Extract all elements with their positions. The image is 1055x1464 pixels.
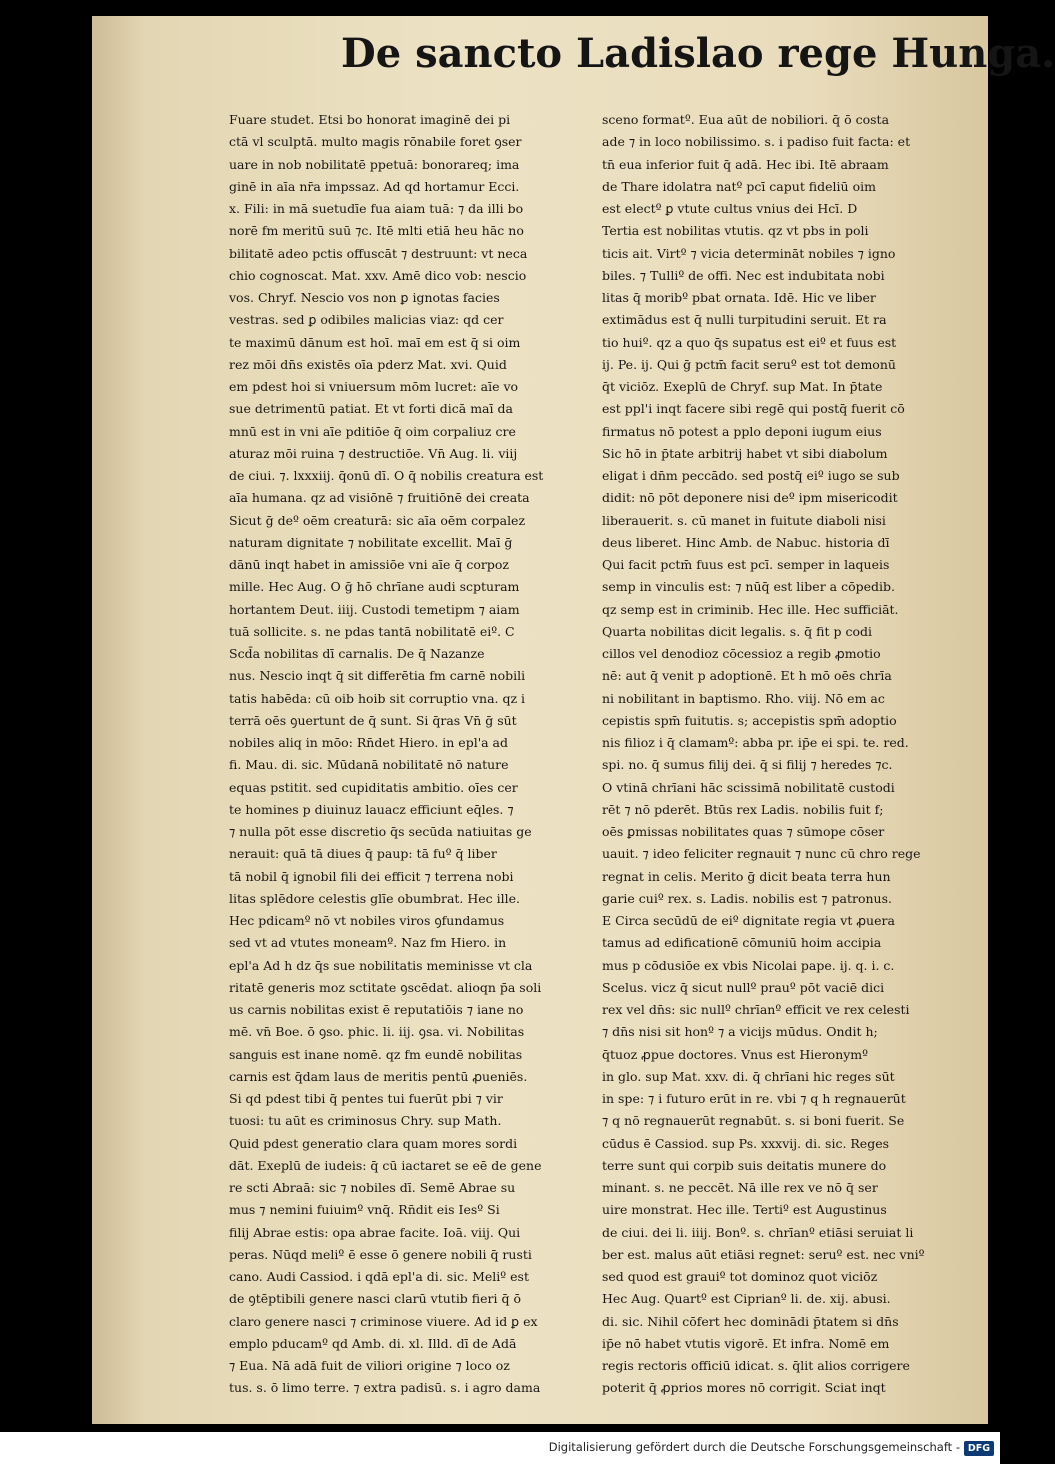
text-line: terre sunt qui corpib suis deitatis munere do [602, 1157, 887, 1173]
text-line: tio huiº. qz a quo q̄s supatus est eiº et fuus est [602, 334, 897, 350]
text-line: te homines p diuinuz lauacz efficiunt eq̄les. ⁊ [229, 801, 514, 817]
text-line: sue detrimentū patiat. Et vt forti dicā maī da [229, 401, 513, 417]
text-line: deus liberet. Hinc Amb. de Nabuc. historia dī [602, 534, 890, 550]
text-line: regis rectoris officiū idicat. s. q̄lit alios corrigere [602, 1358, 910, 1373]
text-line: Tertia est nobilitas vtutis. qz vt pbs in poli [602, 223, 869, 239]
text-line: qz semp est in criminib. Hec ille. Hec sufficiāt. [602, 601, 899, 617]
text-line: litas splēdore celestis glīe obumbrat. Hec ille. [229, 890, 520, 906]
text-line: carnis est q̄dam laus de meritis pentū ꝓueniēs. [229, 1068, 528, 1084]
text-line: sed quod est grauiº tot dominoz quot viciōz [602, 1269, 878, 1284]
text-line: mē. vn̄ Boe. ō ꝯso. phic. li. iij. ꝯsa. vi. Nobilitas [229, 1024, 525, 1040]
text-line: rēt ⁊ nō pderēt. Btūs rex Ladis. nobilis fuit f; [602, 801, 884, 817]
text-line: semp in vinculis est: ⁊ nūq̄ est liber a cōpedib. [602, 579, 895, 595]
text-line: ctā vl sculptā. multo magis rōnabile foret ꝯser [229, 134, 522, 150]
text-line: cepistis spm̄ fuitutis. s; accepistis spm̄ adoptio [602, 712, 897, 728]
text-line: epl'a Ad h dz q̄s sue nobilitatis meminisse vt cla [229, 957, 533, 973]
text-line: em pdest hoi si vniuersum mōm lucret: aīe vo [229, 379, 519, 394]
text-line: oēs ꝑmissas nobilitates quas ⁊ sūmope cōser [602, 824, 885, 839]
text-line: vestras. sed ꝑ odibiles malicias viaz: qd cer [229, 312, 504, 328]
text-line: biles. ⁊ Tulliº de offi. Nec est indubitata nobi [602, 267, 885, 283]
text-line: tamus ad edificationē cōmuniū hoim accipia [602, 935, 882, 951]
text-line: sed vt ad vtutes moneamº. Naz fm Hiero. in [229, 935, 507, 951]
text-line: sanguis est inane nomē. qz fm eundē nobilitas [229, 1046, 523, 1062]
text-line: E Circa secūdū de eiº dignitate regia vt ꝓuera [602, 913, 895, 928]
text-line: tā nobil q̄ ignobil fili dei efficit ⁊ terrena nobi [229, 868, 514, 884]
text-line: Hec Aug. Quartº est Ciprianº li. de. xij. abusi. [602, 1291, 891, 1307]
text-line: firmatus nō potest a pplo deponi iugum eius [602, 423, 882, 439]
text-line: emplo pducamº qd Amb. di. xl. Illd. dī de Adā [229, 1335, 517, 1351]
text-line: Quarta nobilitas dicit legalis. s. q̄ fit p codi [602, 623, 872, 639]
text-line: tuosi: tu aūt es criminosus Chry. sup Math. [229, 1113, 502, 1129]
text-line: uauit. ⁊ ideo feliciter regnauit ⁊ nunc cū chro rege [602, 846, 921, 862]
text-line: eligat i dn̄m peccādo. sed postq̄ eiº iugo se sub [602, 468, 900, 483]
text-line: extimādus est q̄ nulli turpitudini seruit. Et ra [602, 312, 887, 328]
text-line: aīa humana. qz ad visiōnē ⁊ fruitiōnē dei creata [229, 490, 530, 506]
text-line: di. sic. Nihil cōfert hec dominādi p̄tatem si dn̄s [602, 1313, 899, 1329]
text-line: filij Abrae estis: opa abrae facite. Ioā. viij. Qui [229, 1224, 521, 1240]
text-line: Scelus. vicz q̄ sicut nullº prauº pōt vaciē dici [602, 979, 885, 995]
text-line: ⁊ nulla pōt esse discretio q̄s secūda natiuitas ge [229, 824, 532, 839]
text-line: aturaz mōi ruina ⁊ destructiōe. Vn̄ Aug. li. viij [229, 445, 518, 461]
text-line: est electº ꝑ vtute cultus vnius dei Hcī. D [602, 201, 858, 216]
text-line: uire monstrat. Hec ille. Tertiº est Augustinus [602, 1202, 887, 1218]
text-line: ⁊ q nō regnauerūt regnabūt. s. si boni fuerit. Se [602, 1113, 905, 1129]
text-line: Sic hō in p̄tate arbitrij habet vt sibi diabolum [602, 445, 888, 461]
text-line: sceno formatº. Eua aūt de nobiliori. q̄ ō costa [602, 112, 890, 127]
left-text-column [229, 109, 579, 1396]
footer-bar [0, 1432, 1000, 1464]
text-line: Sicut ḡ deº oēm creaturā: sic aīa oēm corpalez [229, 512, 526, 528]
text-line: ade ⁊ in loco nobilissimo. s. i padiso fuit facta: et [602, 134, 911, 150]
text-line: ⁊ dn̄s nisi sit honº ⁊ a vicijs mūdus. Ondit h; [602, 1024, 878, 1040]
text-line: cūdus ē Cassiod. sup Ps. xxxvij. di. sic. Reges [602, 1135, 890, 1151]
text-line: Si qd pdest tibi q̄ pentes tui fuerūt pbi ⁊ vir [229, 1091, 503, 1106]
book-page [92, 16, 1055, 1424]
text-line: in glo. sup Mat. xxv. di. q̄ chrīani hic reges sūt [602, 1068, 895, 1084]
text-line: ritatē generis moz sctitate ꝯscēdat. alioqn p̄a soli [229, 979, 542, 995]
text-line: vos. Chryf. Nescio vos non ꝑ ignotas facies [229, 290, 500, 305]
text-line: dānū inqt habet in amissiōe vni aīe q̄ corpoz [229, 557, 510, 572]
text-line: nis filioz i q̄ clamamº: abba pr. ip̄e ei spi. te. red. [602, 735, 909, 750]
text-line: mnū est in vni aīe pditiōe q̄ oim corpaliuz cre [229, 423, 516, 439]
text-line: mus ⁊ nemini fuiuimº vnq̄. Rn̄dit eis Iesº Si [229, 1202, 500, 1218]
right-text-column [602, 109, 952, 1396]
text-line: fi. Mau. di. sic. Mūdanā nobilitatē nō nature [229, 757, 509, 773]
text-line: cano. Audi Cassiod. i qdā epl'a di. sic. Meliº est [229, 1269, 529, 1284]
text-line: naturam dignitate ⁊ nobilitate excellit. Maī ḡ [229, 534, 513, 550]
text-line: didit: nō pōt deponere nisi deº ipm misericodit [602, 490, 898, 506]
text-line: bilitatē adeo pctis offuscāt ⁊ destruunt: vt neca [229, 245, 528, 261]
text-line: spi. no. q̄ sumus filij dei. q̄ si filij ⁊ heredes ⁊c. [602, 757, 893, 773]
dfg-credit-text: Digitalisierung gefördert durch die Deutsche Forschungsgemeinschaft - [548, 1440, 960, 1454]
text-line: mille. Hec Aug. O ḡ hō chrīane audi scpturam [229, 579, 520, 595]
text-line: poterit q̄ ꝓprios mores nō corrigit. Sciat inqt [602, 1380, 886, 1396]
text-line: ⁊ Eua. Nā adā fuit de viliori origine ⁊ loco oz [229, 1358, 510, 1373]
text-line: mus p cōdusiōe ex vbis Nicolai pape. ij. q. i. c. [602, 957, 895, 973]
text-line: liberauerit. s. cū manet in fuitute diaboli nisi [602, 512, 886, 528]
text-line: rez mōi dn̄s existēs oīa pderz Mat. xvi. Quid [229, 356, 507, 372]
text-line: tuā sollicite. s. ne pdas tantā nobilitatē eiº. C [229, 623, 515, 639]
text-line: re scti Abraā: sic ⁊ nobiles dī. Semē Abrae su [229, 1180, 516, 1195]
text-line: nē: aut q̄ venit p adoptionē. Et h mō oēs chrīa [602, 668, 892, 684]
text-line: nus. Nescio inqt q̄ sit differētia fm carnē nobili [229, 668, 526, 684]
text-line: nobiles aliq in mōo: Rn̄det Hiero. in epl'a ad [229, 735, 509, 750]
text-line: terrā oēs ꝯuertunt de q̄ sunt. Si q̄ras Vn̄ ḡ sūt [229, 712, 517, 728]
text-line: Qui facit pctm̄ fuus est pcī. semper in laqueis [602, 557, 890, 572]
text-line: tus. s. ō limo terre. ⁊ extra padisū. s. i agro dama [229, 1380, 541, 1396]
text-line: equas pstitit. sed cupiditatis ambitio. oīes cer [229, 779, 518, 795]
text-line: ij. Pe. ij. Qui ḡ pctm̄ facit seruº est tot demonū [602, 356, 896, 372]
text-line: chio cognoscat. Mat. xxv. Amē dico vob: nescio [229, 267, 527, 283]
text-line: Fuare studet. Etsi bo honorat imaginē dei pi [229, 112, 511, 127]
text-line: cillos vel denodioz cōcessioz a regib ꝓmotio [602, 646, 881, 661]
text-line: x. Fili: in mā suetudīe fua aiam tuā: ⁊ da illi bo [229, 201, 524, 216]
text-line: litas q̄ moribº pbat ornata. Idē. Hic ve liber [602, 290, 876, 305]
text-line: nerauit: quā tā diues q̄ paup: tā fuº q̄ liber [229, 846, 497, 862]
text-line: q̄tuoz ꝓpue doctores. Vnus est Hieronymº [602, 1046, 869, 1062]
text-line: claro genere nasci ⁊ criminose viuere. Ad id ꝑ ex [229, 1313, 538, 1329]
text-line: in spe: ⁊ i futuro erūt in re. vbi ⁊ q h regnauerūt [602, 1091, 906, 1106]
text-line: q̄t viciōz. Exeplū de Chryf. sup Mat. In p̄tate [602, 379, 883, 394]
text-line: rex vel dn̄s: sic nullº chrīanº efficit ve rex celesti [602, 1002, 910, 1017]
text-line: Hec pdicamº nō vt nobiles viros ꝯfundamus [229, 913, 505, 928]
text-line: de Thare idolatra natº pcī caput fideliū oim [602, 178, 876, 194]
text-line: ni nobilitant in baptismo. Rho. viij. Nō em ac [602, 690, 885, 706]
text-line: O vtinā chrīani hāc scissimā nobilitatē custodi [602, 779, 895, 795]
text-line: tn̄ eua inferior fuit q̄ adā. Hec ibi. Itē abraam [602, 156, 889, 172]
text-line: ticis ait. Virtº ⁊ vicia determināt nobiles ⁊ igno [602, 245, 896, 261]
text-line: garie cuiº rex. s. Ladis. nobilis est ⁊ patronus. [602, 890, 892, 906]
text-line: hortantem Deut. iiij. Custodi temetipm ⁊ aiam [229, 601, 520, 617]
running-header: De sancto Ladislao rege Hunga. [341, 30, 1055, 77]
text-line: de ciui. ⁊. lxxxiij. q̄onū dī. O q̄ nobilis creatura est [229, 468, 544, 483]
text-line: de ꝯtēptibili genere nasci clarū vtutib fieri q̄ ō [229, 1291, 521, 1307]
text-line: ginē in aīa nr̄a impssaz. Ad qd hortamur Ecci. [229, 178, 520, 194]
text-line: tatis habēda: cū oib hoib sit corruptio vna. qz i [229, 690, 526, 706]
text-line: ber est. malus aūt etiāsi regnet: seruº est. nec vniº [602, 1246, 925, 1262]
text-line: Scd̄a nobilitas dī carnalis. De q̄ Nazanze [229, 646, 485, 661]
text-line: te maximū dānum est hoī. maī em est q̄ si oim [229, 334, 521, 350]
text-line: uare in nob nobilitatē ppetuā: bonorareq; ima [229, 156, 520, 172]
text-line: ip̄e nō habet vtutis vigorē. Et infra. Nomē em [602, 1335, 890, 1351]
text-line: regnat in celis. Merito ḡ dicit beata terra hun [602, 868, 891, 884]
text-line: norē fm meritū suū ⁊c. Itē mlti etiā heu hāc no [229, 223, 524, 239]
text-line: peras. Nūqd meliº ē esse ō genere nobili q̄ rusti [229, 1246, 532, 1262]
text-line: dāt. Exeplū de iudeis: q̄ cū iactaret se eē de gene [229, 1157, 542, 1173]
text-line: us carnis nobilitas exist ē reputatiōis ⁊ iane no [229, 1002, 524, 1017]
text-line: Quid pdest generatio clara quam mores sordi [229, 1135, 518, 1151]
dfg-logo-icon: DFG [964, 1441, 994, 1456]
text-line: minant. s. ne peccēt. Nā ille rex ve nō q̄ ser [602, 1180, 878, 1195]
text-line: est ppl'i inqt facere sibi regē qui postq̄ fuerit cō [602, 401, 905, 417]
text-line: de ciui. dei li. iiij. Bonº. s. chrīanº etiāsi seruiat li [602, 1224, 914, 1240]
